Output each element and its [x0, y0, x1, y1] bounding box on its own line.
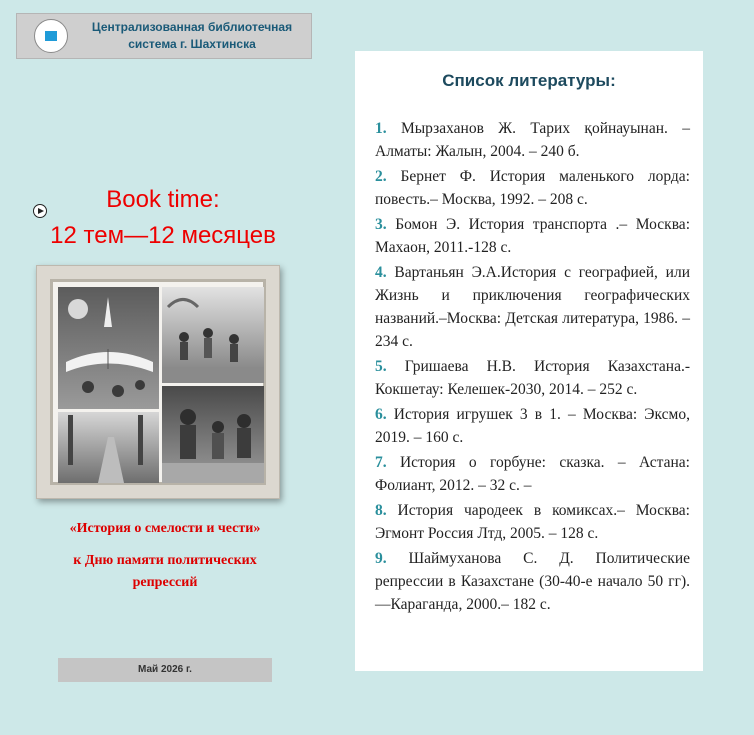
book-icon	[45, 31, 57, 41]
literature-item	[375, 547, 690, 616]
item-text: История игрушек 3 в 1. – Москва: Эксмо, 2019. – 160 с.	[375, 406, 690, 446]
book-time-title-line1: Book time:	[106, 186, 220, 213]
item-text: Гришаева Н.В. История Казахстана.- Кокшетау: Келешек-2030, 2014. – 252 с.	[375, 358, 690, 398]
literature-item	[375, 403, 690, 449]
occasion-caption	[40, 550, 290, 594]
item-number: 3.	[375, 216, 387, 233]
item-text: Вартаньян Э.А.История с географией, или Жизнь и приключения географических названий.–Москва: Детская литература, 1986. – 234 с.	[375, 264, 690, 350]
literature-list	[375, 117, 690, 618]
book-time-title-line2: 12 тем—12 месяцев	[50, 222, 276, 249]
literature-panel	[355, 51, 703, 671]
item-text: Бернет Ф. История маленького лорда: повесть.– Москва, 1992. – 208 с.	[375, 168, 690, 208]
item-number: 9.	[375, 550, 387, 567]
literature-item	[375, 213, 690, 259]
book-time-title	[28, 182, 298, 254]
occasion-caption-line2: репрессий	[132, 575, 198, 590]
item-text: Мырзаханов Ж. Тарих қойнауынан. – Алматы: Жалын, 2004. – 240 б.	[375, 120, 690, 160]
date-label: Май 2026 г.	[58, 658, 272, 682]
library-name-line2: система г. Шахтинска	[128, 37, 256, 51]
library-name-line1: Централизованная библиотечная	[91, 20, 293, 34]
item-number: 4.	[375, 264, 387, 281]
item-number: 1.	[375, 120, 387, 137]
item-number: 2.	[375, 168, 387, 185]
literature-item	[375, 165, 690, 211]
item-text: История чародеек в комиксах.– Москва: Эгмонт Россия Лтд, 2005. – 128 с.	[375, 502, 690, 542]
collage-mat	[50, 279, 266, 485]
item-text: Шаймуханова С. Д. Политические репрессии в Казахстане (30-40-е начало 50 гг).—Караганда, 2000.– 182 с.	[375, 550, 690, 613]
item-number: 6.	[375, 406, 387, 423]
item-number: 5.	[375, 358, 387, 375]
item-number: 7.	[375, 454, 387, 471]
library-name	[77, 19, 307, 53]
library-logo	[34, 19, 68, 53]
collage-image	[58, 287, 264, 483]
library-header	[16, 13, 312, 59]
item-number: 8.	[375, 502, 387, 519]
item-text: История о горбуне: сказка. – Астана: Фолиант, 2012. – 32 с. –	[375, 454, 690, 494]
literature-item	[375, 117, 690, 163]
framed-collage	[36, 265, 280, 499]
literature-title: Список литературы:	[442, 71, 616, 90]
literature-item	[375, 451, 690, 497]
item-text: Бомон Э. История транспорта .– Москва: Махаон, 2011.-128 с.	[375, 216, 690, 256]
literature-item	[375, 261, 690, 353]
literature-item	[375, 499, 690, 545]
occasion-caption-line1: к Дню памяти политических	[73, 553, 257, 568]
topic-caption: «История о смелости и чести»	[69, 521, 261, 536]
literature-item	[375, 355, 690, 401]
